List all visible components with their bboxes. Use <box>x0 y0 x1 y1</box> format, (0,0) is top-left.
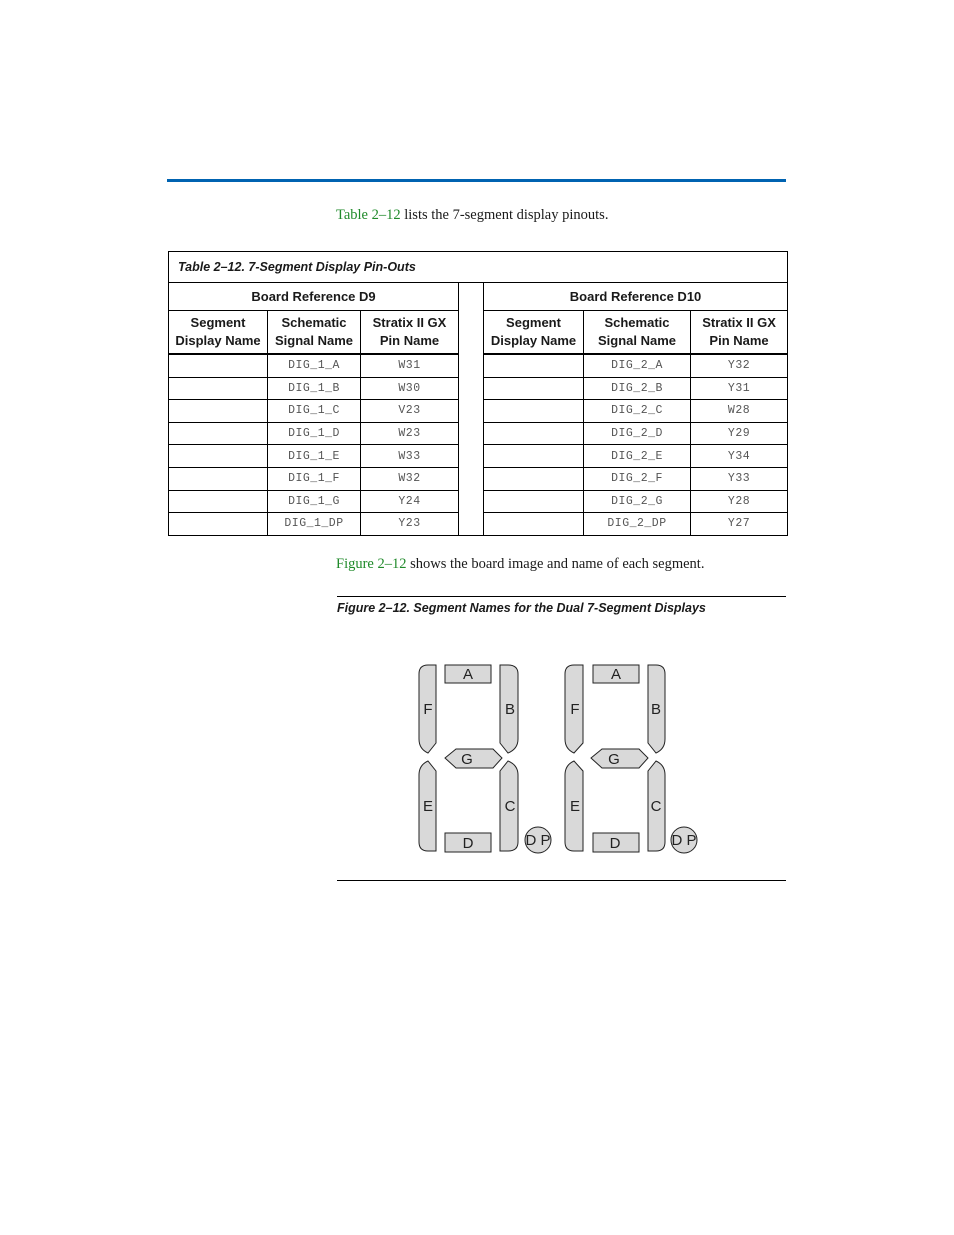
pin-name-cell: W31 <box>361 354 459 377</box>
pin-name-cell: Y29 <box>691 422 788 445</box>
digit-1 <box>419 665 551 853</box>
pin-name-cell: Y24 <box>361 490 459 513</box>
signal-name-cell: DIG_2_G <box>584 490 691 513</box>
pin-name-cell: Y28 <box>691 490 788 513</box>
header-rule <box>167 179 786 182</box>
pin-name-cell: Y34 <box>691 445 788 468</box>
pin-name-cell: V23 <box>361 400 459 423</box>
segment-label-c: C <box>650 798 662 815</box>
signal-name-cell: DIG_1_E <box>268 445 361 468</box>
segment-name-cell <box>169 400 268 423</box>
figure-intro-paragraph <box>336 556 704 573</box>
signal-name-cell: DIG_2_C <box>584 400 691 423</box>
segment-label-a: A <box>462 666 474 683</box>
intro-paragraph <box>336 207 608 224</box>
pin-name-cell: W33 <box>361 445 459 468</box>
col-header-pin: Stratix II GX Pin Name <box>691 311 788 355</box>
segment-name-cell <box>484 490 584 513</box>
pin-name-cell: Y23 <box>361 513 459 536</box>
segment-name-cell <box>484 467 584 490</box>
segment-label-g: G <box>608 751 620 768</box>
segment-label-dp: D P <box>671 832 697 849</box>
signal-name-cell: DIG_2_D <box>584 422 691 445</box>
segment-name-cell <box>484 377 584 400</box>
segment-label-c: C <box>504 798 516 815</box>
segment-name-cell <box>169 422 268 445</box>
segment-name-cell <box>484 422 584 445</box>
pin-name-cell: Y27 <box>691 513 788 536</box>
signal-name-cell: DIG_1_B <box>268 377 361 400</box>
segment-label-f: F <box>570 701 580 718</box>
table-caption: Table 2–12. 7-Segment Display Pin-Outs <box>169 252 788 283</box>
pin-name-cell: Y32 <box>691 354 788 377</box>
segment-label-d: D <box>609 835 621 852</box>
signal-name-cell: DIG_1_C <box>268 400 361 423</box>
signal-name-cell: DIG_1_DP <box>268 513 361 536</box>
col-header-signal: Schematic Signal Name <box>268 311 361 355</box>
segment-name-cell <box>169 467 268 490</box>
right-board-header: Board Reference D10 <box>484 283 788 311</box>
segment-name-cell <box>484 400 584 423</box>
segment-label-dp: D P <box>525 832 551 849</box>
pin-name-cell: W32 <box>361 467 459 490</box>
pin-name-cell: W30 <box>361 377 459 400</box>
segment-name-cell <box>169 513 268 536</box>
segment-label-b: B <box>504 701 516 718</box>
signal-name-cell: DIG_1_F <box>268 467 361 490</box>
segment-name-cell <box>484 513 584 536</box>
col-header-segment: Segment Display Name <box>169 311 268 355</box>
segment-label-e: E <box>569 798 581 815</box>
signal-name-cell: DIG_1_G <box>268 490 361 513</box>
segment-name-cell <box>484 354 584 377</box>
signal-name-cell: DIG_2_A <box>584 354 691 377</box>
pin-name-cell: Y31 <box>691 377 788 400</box>
col-header-signal: Schematic Signal Name <box>584 311 691 355</box>
signal-name-cell: DIG_2_E <box>584 445 691 468</box>
segment-g <box>445 749 502 768</box>
segment-label-e: E <box>422 798 434 815</box>
segment-name-cell <box>169 490 268 513</box>
pinout-table <box>168 251 788 536</box>
segment-label-a: A <box>610 666 622 683</box>
intro-text: lists the 7-segment display pinouts. <box>400 207 609 223</box>
signal-name-cell: DIG_2_F <box>584 467 691 490</box>
pin-name-cell: Y33 <box>691 467 788 490</box>
segment-label-f: F <box>423 701 433 718</box>
segment-name-cell <box>169 354 268 377</box>
left-board-header: Board Reference D9 <box>169 283 459 311</box>
signal-name-cell: DIG_1_D <box>268 422 361 445</box>
col-header-pin: Stratix II GX Pin Name <box>361 311 459 355</box>
segment-name-cell <box>484 445 584 468</box>
digit-2 <box>565 665 697 853</box>
pin-name-cell: W28 <box>691 400 788 423</box>
segment-label-d: D <box>462 835 474 852</box>
signal-name-cell: DIG_1_A <box>268 354 361 377</box>
dual-seven-segment-diagram <box>410 655 710 860</box>
figure-rule-top <box>337 596 786 597</box>
pin-name-cell: W23 <box>361 422 459 445</box>
figure-link[interactable]: Figure 2–12 <box>336 556 407 572</box>
figure-intro-text: shows the board image and name of each segment. <box>406 556 705 572</box>
segment-label-b: B <box>650 701 662 718</box>
figure-rule-bottom <box>337 880 786 881</box>
segment-name-cell <box>169 377 268 400</box>
col-header-segment: Segment Display Name <box>484 311 584 355</box>
figure-caption: Figure 2–12. Segment Names for the Dual 7-Segment Displays <box>337 601 706 615</box>
table-spacer <box>459 283 484 536</box>
signal-name-cell: DIG_2_B <box>584 377 691 400</box>
segment-label-g: G <box>461 751 473 768</box>
table-link[interactable]: Table 2–12 <box>336 207 401 223</box>
segment-name-cell <box>169 445 268 468</box>
signal-name-cell: DIG_2_DP <box>584 513 691 536</box>
